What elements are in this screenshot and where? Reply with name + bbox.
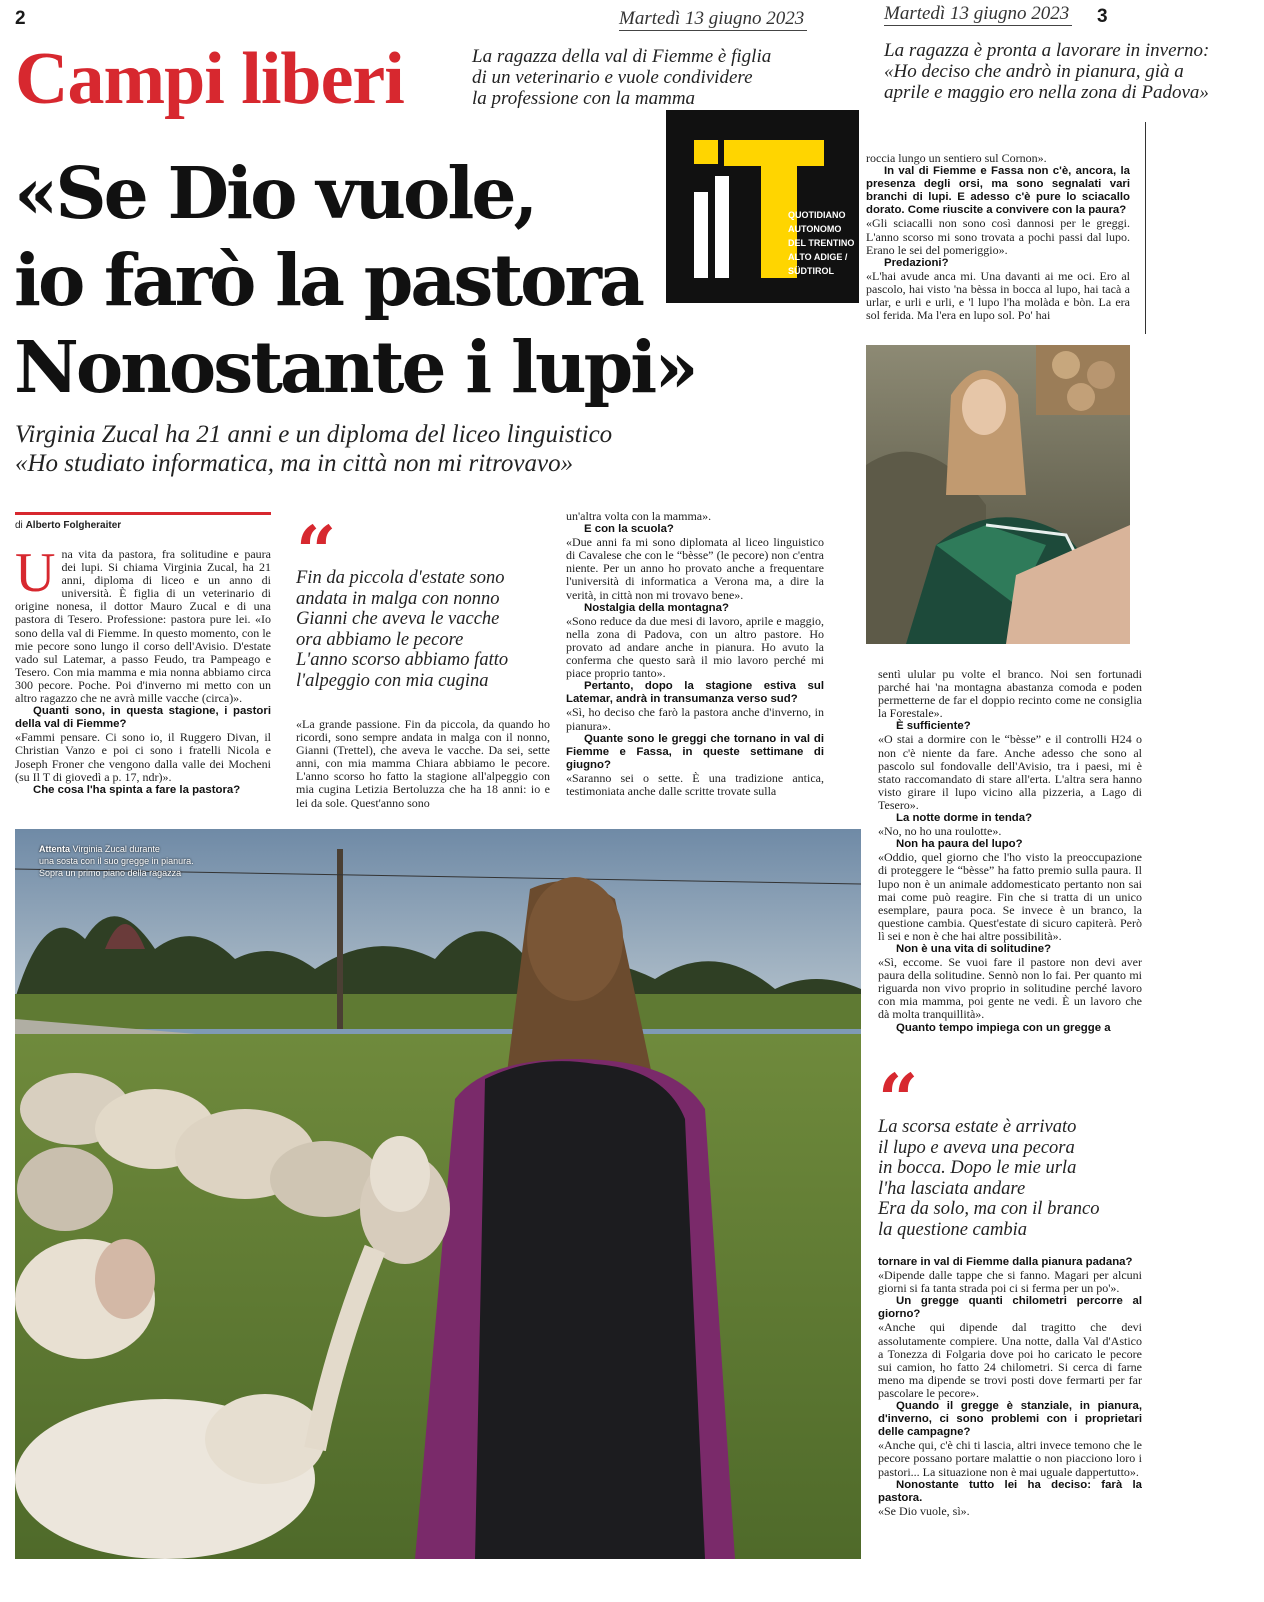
- paragraph: «Due anni fa mi sono diplomata al liceo linguistico di Cavalese che con le “bèsse” (le pecore) non c'entra niente. Per un anno ho provato anche a frequentare l'università di informatica a Verona ma, a dire la verità, in città non mi trovavo bene».: [566, 535, 824, 602]
- question: Quanto tempo impiega con un gregge a: [896, 1021, 1111, 1034]
- question: In val di Fiemme e Fassa non c'è, ancora, la presenza degli orsi, ma sono segnalati vari branchi di lupi. E adesso c'è pure lo sciacallo dorato. Come riuscite a convivere con la paura?: [866, 165, 1130, 217]
- paragraph: «La grande passione. Fin da piccola, da quando ho ricordi, sono sempre andata in malga con il nonno, Gianni (Trettel), che aveva le vacche. Da sei, sette anni, con mia mamma Chiara abbiamo le pecore. L'anno scorso ho fatto la stagione all'alpeggio con mia cugina Letizia Bertoluzza che ha 18 anni: io e lei da sole. Quest'anno sono: [296, 718, 550, 810]
- question: Che cosa l'ha spinta a fare la pastora?: [33, 783, 241, 796]
- pull-quote-line: l'alpeggio con mia cugina: [296, 670, 489, 691]
- main-photo-image: [15, 829, 861, 1559]
- date-right: Martedì 13 giugno 2023: [884, 3, 1072, 26]
- paragraph: «No, no ho una roulotte».: [878, 824, 1002, 839]
- article-column-1: [15, 548, 271, 810]
- paragraph: «Sono reduce da due mesi di lavoro, aprile e maggio, nella zona di Padova, con un altro pastore. Ho provato ad andare anche in pianura. Ho avuto la conferma che questo sarà il mio lavoro perché mi piace proprio tanto».: [566, 613, 824, 681]
- page-number-left: 2: [15, 8, 26, 29]
- logo-line: AUTONOMO: [788, 224, 842, 234]
- logo-line: ALTO ADIGE /: [788, 252, 848, 262]
- paragraph: «Sì, eccome. Se vuoi fare il pastore non devi aver paura della solitudine. Sennò non lo fai. Per quanto mi riguarda non vivo proprio in solitudine perché lavoro con mia mamma, poi gente ne vedi. È un lavoro che dà molta tranquillità».: [878, 955, 1142, 1022]
- kicker-line: «Ho deciso che andrò in pianura, già a: [884, 61, 1184, 82]
- pull-quote-line: andata in malga con nonno: [296, 588, 500, 609]
- pull-quote-line: Fin da piccola d'estate sono: [296, 568, 505, 588]
- portrait-photo-image: [866, 345, 1130, 644]
- photo-caption: [39, 843, 194, 879]
- kicker-right: [884, 40, 1234, 103]
- kicker-line: La ragazza della val di Fiemme è figlia: [472, 46, 772, 67]
- logo-line: SÜDTIROL: [788, 266, 834, 276]
- section-title: Campi liberi: [15, 38, 404, 120]
- paragraph: «O stai a dormire con le “bèsse” e il controlli H24 o non c'è niente da fare. Anche adesso che sono al pascolo sul fondovalle dell'Avisio, tra i paesi, mi è stato raccomandato di stare all'erta. L'altra sera hanno visto girare il lupo vicino alla pizzeria, a Lago di Tesero».: [878, 732, 1142, 812]
- caption-line: Sopra un primo piano della ragazza: [39, 868, 182, 878]
- pull-quote-line: ora abbiamo le pecore: [296, 629, 464, 650]
- paragraph: un'altra volta con la mamma».: [566, 510, 712, 523]
- kicker-line: aprile e maggio ero nella zona di Padova»: [884, 82, 1209, 103]
- pull-quote-line: la questione cambia: [878, 1219, 1028, 1240]
- logo-line: DEL TRENTINO: [788, 238, 855, 248]
- question: Nostalgia della montagna?: [584, 601, 729, 614]
- page-number-right: 3: [1097, 6, 1108, 27]
- portrait-photo: [866, 345, 1130, 644]
- paragraph: «Anche qui dipende dal tragitto che devi assolutamente compiere. Una notte, dalla Val d'Astico a Tonezza di Folgaria dove poi ho caricato le pecore sui camion, ho fatto 24 chilometri. Si cerca di farne meno ma dipende se trovi posti dove fermarti per far pascolare le pecore».: [878, 1320, 1142, 1400]
- article-column-2: [296, 718, 550, 810]
- pull-quote-line: il lupo e aveva una pecora: [878, 1137, 1075, 1158]
- subhead-line: «Ho studiato informatica, ma in città non mi ritrovavo»: [15, 450, 574, 477]
- pull-quote-line: Era da solo, ma con il branco: [878, 1199, 1100, 1220]
- quote-mark: “: [296, 510, 337, 593]
- byline-prefix: di: [15, 520, 23, 531]
- kicker-line: La ragazza è pronta a lavorare in inverno:: [884, 40, 1210, 61]
- question: Nonostante tutto lei ha deciso: farà la pastora.: [878, 1478, 1142, 1504]
- headline-line: io farò la pastora: [14, 238, 642, 322]
- logo-tagline: [788, 208, 854, 278]
- caption-line: una sosta con il suo gregge in pianura.: [39, 856, 194, 866]
- paragraph: «Gli sciacalli non sono così dannosi per le greggi. L'anno scorso mi sono trovata a pochi passi dal lupo. Erano le sei del pomeriggio».: [866, 216, 1130, 257]
- pull-quote-2: [878, 1117, 1140, 1241]
- question: Quanti sono, in questa stagione, i pastori della val di Fiemme?: [15, 705, 271, 731]
- kicker-left: [472, 46, 812, 109]
- paragraph: na vita da pastora, fra solitudine e paura dei lupi. Si chiama Virginia Zucal, ha 21 anni, diploma di liceo e un anno di università. È figlia di un veterinario di origine nonesa, il dottor Mauro Zucal e di una pastora di Tesero. Professione: pastora pure lei. «Io sono della val di Fiemme. In questo momento, con le mie pecore sono lungo il corso dell'Avisio. D'estate vado sul Latemar, a passo Feudo, tra Pampeago e Tesero. Con mia mamma e mia nonna abbiamo circa 300 pecore. Poche. Poi d'inverno mi metto con un altro ragazzo che ne avrà mille vacche (circa)».: [15, 548, 271, 706]
- paragraph: «Anche qui, c'è chi ti lascia, altri invece temono che le pecore possano portare malattie o non piacciono loro i pastori... La situazione non è mai uguale dappertutto».: [878, 1438, 1142, 1479]
- caption-bold: Attenta: [39, 844, 70, 854]
- drop-cap: U: [15, 548, 56, 604]
- pull-quote-1: [296, 568, 546, 692]
- question: E con la scuola?: [584, 523, 674, 536]
- headline-line: «Se Dio vuole,: [14, 151, 536, 235]
- paragraph: roccia lungo un sentiero sul Cornon».: [866, 152, 1047, 165]
- question: Non è una vita di solitudine?: [896, 942, 1052, 955]
- paragraph: «Sì, ho deciso che farò la pastora anche d'inverno, in pianura».: [566, 705, 824, 733]
- article-column-4-middle: [878, 668, 1142, 1048]
- paragraph: «Dipende dalle tappe che si fanno. Magari per alcuni giorni si fa tanta strada poi ci si ferma per un po'».: [878, 1268, 1142, 1296]
- headline-line: Nonostante i lupi»: [14, 325, 696, 409]
- subheadline: [15, 420, 612, 478]
- byline-author: Alberto Folgheraiter: [25, 520, 122, 531]
- question: Predazioni?: [884, 256, 949, 269]
- pull-quote-line: in bocca. Dopo le mie urla: [878, 1158, 1077, 1179]
- article-column-4-bottom: [878, 1256, 1142, 1556]
- pull-quote-line: l'ha lasciata andare: [878, 1178, 1026, 1199]
- question: Quante sono le greggi che tornano in val di Fiemme e Fassa, in queste settimane di giugno?: [566, 732, 824, 771]
- pull-quote-line: La scorsa estate è arrivato: [878, 1117, 1077, 1137]
- question: tornare in val di Fiemme dalla pianura padana?: [878, 1256, 1133, 1268]
- logo-line: QUOTIDIANO: [788, 210, 846, 220]
- question: È sufficiente?: [896, 720, 971, 733]
- column-rule: [1145, 122, 1146, 334]
- paragraph: «Se Dio vuole, sì».: [878, 1503, 970, 1518]
- question: Non ha paura del lupo?: [896, 838, 1023, 851]
- paragraph: «Fammi pensare. Ci sono io, il Ruggero Divan, il Christian Vanzo e poi ci sono i fratelli Nicola e Joseph Froner che vengono dalla valle dei Mocheni (su Il T di giovedì a p. 17, ndr)».: [15, 730, 271, 784]
- question: Un gregge quanti chilometri percorre al giorno?: [878, 1295, 1142, 1321]
- date-left: Martedì 13 giugno 2023: [619, 8, 807, 31]
- kicker-line: la professione con la mamma: [472, 88, 696, 109]
- caption-line: Virginia Zucal durante: [72, 844, 160, 854]
- byline: [15, 520, 121, 531]
- article-column-3: [566, 510, 824, 810]
- paragraph: «Saranno sei o sette. È una tradizione antica, testimoniata anche dalle scritte trovate sulla: [566, 770, 824, 798]
- paragraph: sentì ulular pu volte el branco. Noi sen fortunadi parché hai 'na montagna abastanza comoda e poden permetterne de far el doppio recinto come ne consiglia la Forestale».: [878, 668, 1142, 721]
- quote-mark: “: [878, 1058, 919, 1141]
- headline: [14, 150, 696, 411]
- byline-rule: [15, 512, 271, 515]
- pull-quote-line: Gianni che aveva le vacche: [296, 609, 500, 630]
- question: La notte dorme in tenda?: [896, 812, 1033, 825]
- main-photo: [15, 829, 861, 1559]
- subhead-line: Virginia Zucal ha 21 anni e un diploma del liceo linguistico: [15, 421, 613, 448]
- paragraph: «L'hai avude anca mi. Una davanti ai me oci. Ero al pascolo, hai visto 'na bèssa in bocca al lupo, hai tacà a urlar, e urli e urli, e 'l lupo l'ha molàda e bòn. La era sol ferida. Ma l'era en lupo sol. Po' hai: [866, 268, 1130, 323]
- paragraph: «Oddio, quel giorno che l'ho visto la preoccupazione di proteggere le “bèsse” ha fatto premio sulla paura. Il lupo non è un animale addomesticato pertanto non sai mai come può reagire. Fin che si tratta di un unico esemplare, paura poca. Se invece è un branco, la questione cambia. Quest'estate di sicuro capiterà. Però lì sei e non è che hai altre possibilità».: [878, 850, 1142, 943]
- pull-quote-line: L'anno scorso abbiamo fatto: [296, 650, 509, 671]
- article-column-4-top: [866, 152, 1130, 328]
- kicker-line: di un veterinario e vuole condividere: [472, 67, 753, 88]
- question: Quando il gregge è stanziale, in pianura, d'inverno, ci sono problemi con i proprietari delle campagne?: [878, 1400, 1142, 1439]
- question: Pertanto, dopo la stagione estiva sul Latemar, andrà in transumanza verso sud?: [566, 680, 824, 706]
